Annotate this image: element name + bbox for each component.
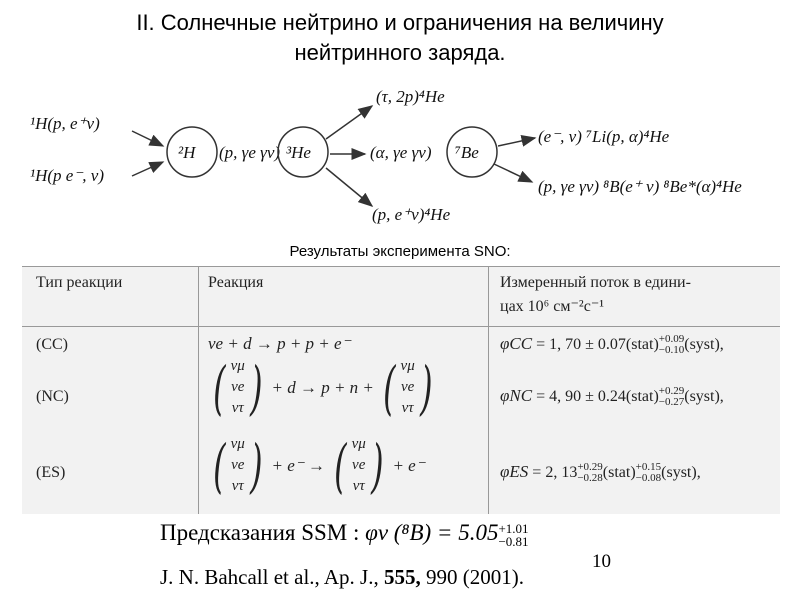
row-nc-flux-value: = 4, 90 ± 0.24(stat) xyxy=(536,388,659,405)
header-reaction: Реакция xyxy=(208,274,264,291)
flavor-vector: ( νμ νe ντ ) xyxy=(213,353,263,422)
table-header-rule xyxy=(22,326,780,327)
row-es-syst-tail: (syst), xyxy=(661,464,701,481)
row-cc-flux-label: φCC xyxy=(500,334,533,353)
out-he3-bottom: (p, e⁺ν)⁴He xyxy=(372,205,451,224)
section-subtitle: Результаты эксперимента SNO: xyxy=(289,243,511,260)
node-be7-label: ⁷Be xyxy=(455,143,479,162)
flavor-mu: νμ xyxy=(230,436,245,452)
title-line-1: II. Солнечные нейтрино и ограничения на величину xyxy=(136,10,664,35)
arrow-he3-bottom xyxy=(326,168,372,206)
node-h2-label: ²H xyxy=(178,143,196,162)
citation xyxy=(160,565,524,590)
page-number: 10 xyxy=(592,551,611,572)
arrow-in1 xyxy=(132,131,163,146)
citation-volume: 555, xyxy=(383,565,421,589)
row-es-reaction-end: + e⁻ xyxy=(392,455,425,475)
slide-title xyxy=(40,8,760,68)
row-es-stat-up: +0.29 xyxy=(577,461,603,474)
flavor-mu: νμ xyxy=(400,358,415,374)
row-cc-syst-tail: (syst), xyxy=(684,336,724,353)
row-es-reaction xyxy=(208,431,425,500)
row-es-stat-tail: (stat) xyxy=(602,464,636,481)
out-be7-top: (e⁻, ν) ⁷Li(p, α)⁴He xyxy=(538,127,670,146)
row-nc-flux-label: φNC xyxy=(500,386,533,405)
arrow-be7-bottom xyxy=(494,164,532,182)
row-cc-syst-down: −0.10 xyxy=(658,344,685,357)
row-nc-syst-down: −0.27 xyxy=(658,396,685,409)
step-h2-he3: (p, γe γν) xyxy=(219,143,281,162)
row-es-stat-down: −0.28 xyxy=(577,472,603,485)
ssm-label: Предсказания SSM : xyxy=(160,520,360,545)
node-he3-label: ³He xyxy=(286,143,311,162)
row-cc-reaction: νe + d → p + p + e⁻ xyxy=(208,334,351,353)
row-cc-syst-up: +0.09 xyxy=(658,333,685,346)
row-nc-syst-tail: (syst), xyxy=(684,388,724,405)
row-es-flux-value: = 2, 13 xyxy=(532,464,578,481)
table-col-divider-1 xyxy=(198,266,199,514)
ssm-up: +1.01 xyxy=(498,520,529,536)
header-flux-line2: цах 10⁶ см⁻²с⁻¹ xyxy=(500,298,605,315)
flavor-vector: ( νμ νe ντ ) xyxy=(382,353,433,422)
row-cc-flux xyxy=(500,334,724,356)
row-es-reaction-mid: + e⁻ → xyxy=(271,455,325,475)
row-es-syst-down: −0.08 xyxy=(635,472,662,485)
table-top-rule xyxy=(22,266,780,267)
flavor-e: νe xyxy=(231,379,245,395)
flavor-mu: νμ xyxy=(230,358,245,374)
flavor-tau: ντ xyxy=(401,400,414,416)
row-nc-type: (NC) xyxy=(36,388,69,405)
arrow-in2 xyxy=(132,162,163,176)
flavor-vector: ( νμ νe ντ ) xyxy=(213,431,263,500)
out-be7-bottom: (p, γe γν) ⁸B(e⁺ ν) ⁸Be*(α)⁴He xyxy=(538,177,742,196)
ssm-prediction xyxy=(160,520,529,548)
row-nc-reaction xyxy=(208,353,437,422)
flavor-tau: ντ xyxy=(231,478,244,494)
row-es-flux xyxy=(500,462,701,484)
out-he3-top: (τ, 2p)⁴He xyxy=(376,87,445,106)
flavor-tau: ντ xyxy=(352,478,365,494)
arrow-he3-top xyxy=(326,106,372,139)
row-nc-reaction-mid: + d → p + n + xyxy=(271,377,374,397)
row-es-syst-up: +0.15 xyxy=(635,461,662,474)
sno-results-table xyxy=(22,266,780,514)
flavor-e: νe xyxy=(352,457,366,473)
flavor-e: νe xyxy=(400,379,415,395)
row-es-flux-label: φES xyxy=(500,462,529,481)
row-nc-syst-up: +0.29 xyxy=(658,385,685,398)
input-pp: ¹H(p, e⁺ν) xyxy=(30,114,100,133)
ssm-phi: φν (⁸B) = 5.05 xyxy=(365,520,499,545)
flavor-e: νe xyxy=(231,457,245,473)
input-pep: ¹H(p e⁻, ν) xyxy=(30,166,105,185)
header-flux-line1: Измеренный поток в едини- xyxy=(500,274,691,291)
citation-suffix: 990 (2001). xyxy=(420,565,524,589)
flavor-mu: νμ xyxy=(351,436,366,452)
flavor-vector: ( νμ νe ντ ) xyxy=(334,431,384,500)
table-col-divider-2 xyxy=(488,266,489,514)
step-he3-be7: (α, γe γν) xyxy=(370,143,432,162)
arrow-be7-top xyxy=(498,138,535,146)
reaction-chain-diagram xyxy=(0,84,800,234)
row-nc-flux xyxy=(500,386,724,408)
citation-prefix: J. N. Bahcall et al., Ap. J., xyxy=(160,565,384,589)
row-cc-flux-value: = 1, 70 ± 0.07(stat) xyxy=(536,336,659,353)
header-reaction-type: Тип реакции xyxy=(36,274,123,291)
row-cc-type: (CC) xyxy=(36,336,68,353)
flavor-tau: ντ xyxy=(231,400,244,416)
title-line-2: нейтринного заряда. xyxy=(294,40,506,65)
ssm-down: −0.81 xyxy=(498,533,529,549)
row-es-type: (ES) xyxy=(36,464,66,481)
